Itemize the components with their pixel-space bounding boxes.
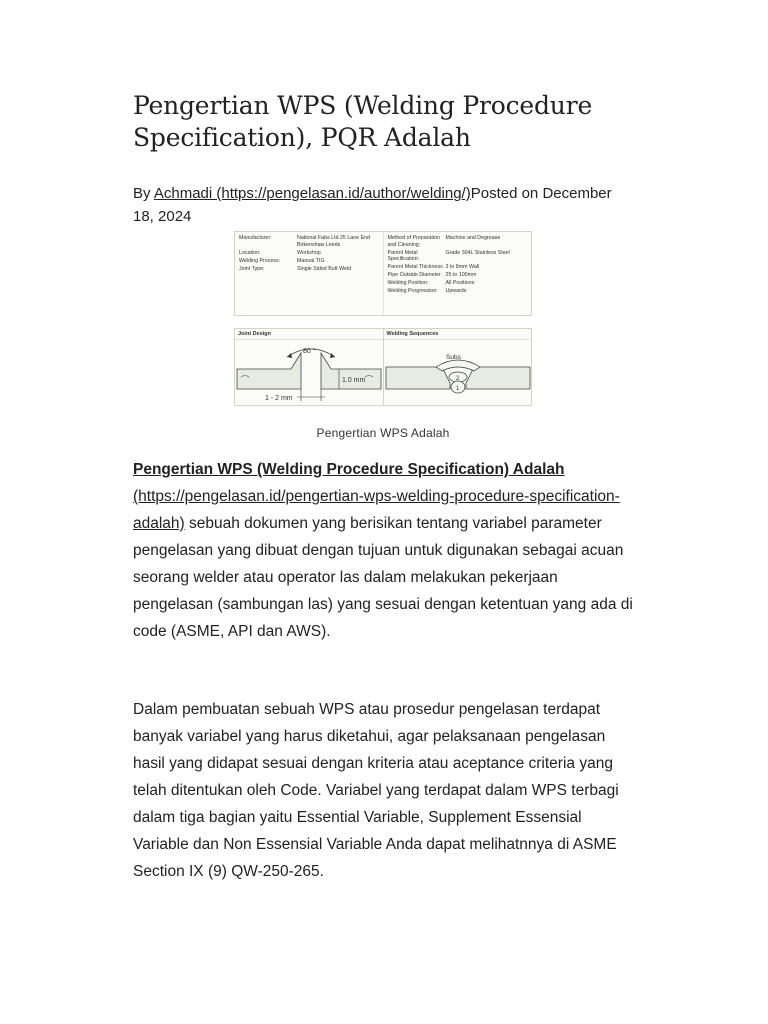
joint-design-panel bbox=[235, 329, 383, 405]
spec-value: 25 to 100mm bbox=[445, 272, 477, 278]
spec-value: National Fabs Ltd 25 Lane End Birkenshaw Leeds bbox=[297, 235, 371, 248]
arc-arrow-left bbox=[287, 353, 292, 358]
spec-key: Parent Metal Thickness bbox=[387, 264, 443, 270]
byline-prefix: By bbox=[133, 185, 154, 202]
article-title: Pengertian WPS (Welding Procedure Specification), PQR Adalah bbox=[133, 91, 593, 152]
spec-value: Upwards bbox=[445, 288, 467, 294]
spec-value: Single Sided Butt Weld bbox=[297, 265, 352, 272]
paragraph-2: Dalam pembuatan sebuah WPS atau prosedur pengelasan terdapat banyak variabel yang harus diketahui, agar pelaksanaan pengelasan hasil yang didapat sesuai dengan kriteria atau aceptance criteria yang telah ditentukan oleh Code. Variabel yang terdapat dalam WPS terbagi dalam tiga bagian yaitu Essential Variable, Supplement Essensial Variable dan Non Essensial Variable Anda dapat melihatnnya di ASME Section IX (9) QW-250-265. bbox=[133, 701, 619, 880]
arc-arrow-right bbox=[330, 353, 335, 358]
welding-sequences-drawing bbox=[384, 339, 532, 405]
pass-one-label: 1 bbox=[455, 386, 459, 392]
spec-key: Joint Type: bbox=[239, 265, 265, 272]
spec-key: Pipe Outside Diameter bbox=[387, 272, 441, 278]
wps-figure bbox=[234, 231, 534, 406]
byline bbox=[133, 182, 633, 228]
byline-date: Posted on December 18, 2024 bbox=[133, 185, 612, 225]
spec-key: Welding Process: bbox=[239, 257, 281, 264]
welding-sequences-panel bbox=[383, 329, 532, 405]
spec-row bbox=[388, 250, 528, 263]
spec-key: Location: bbox=[239, 249, 261, 256]
wps-definition-title: Pengertian WPS (Welding Procedure Specification) Adalah bbox=[133, 461, 565, 478]
author-link[interactable]: Achmadi (https://pengelasan.id/author/welding/) bbox=[153, 185, 471, 202]
subs-label: Subs bbox=[445, 354, 461, 361]
joint-diagram bbox=[234, 328, 532, 406]
spec-row bbox=[388, 264, 528, 271]
welding-sequences-label: Welding Sequences bbox=[384, 329, 532, 340]
gap-label: 1 - 2 mm bbox=[265, 395, 293, 402]
spec-row bbox=[239, 266, 379, 273]
spec-row bbox=[388, 272, 528, 279]
spec-value: Manual TIG bbox=[297, 257, 325, 264]
spec-key: Method of Preparation and Cleaning: bbox=[387, 235, 440, 248]
spec-key: Welding Progression: bbox=[387, 288, 438, 294]
spec-row bbox=[388, 288, 528, 295]
spec-column-left bbox=[235, 232, 383, 315]
thickness-label: 1.0 mm bbox=[342, 377, 366, 384]
spec-row bbox=[388, 280, 528, 287]
paragraph-1-text: sebuah dokumen yang berisikan tentang variabel parameter pengelasan yang dibuat dengan tujuan untuk digunakan sebagai acuan seorang welder atau operator las dalam melakukan pekerjaan pengelasan (sambungan las) yang sesuai dengan ketentuan yang ada di code (ASME, API dan AWS). bbox=[133, 515, 633, 640]
wps-spec-table bbox=[234, 231, 532, 316]
spec-row bbox=[239, 250, 379, 257]
spec-value: 3 to 8mm Wall bbox=[445, 264, 480, 270]
joint-design-drawing bbox=[235, 339, 383, 405]
left-plate bbox=[237, 353, 301, 389]
spec-row bbox=[239, 235, 379, 248]
spec-key: Parent Metal Specification: bbox=[387, 249, 420, 262]
angle-label: 80 ° bbox=[303, 348, 316, 355]
spec-row bbox=[239, 258, 379, 265]
spec-value: Workshop bbox=[297, 249, 321, 256]
spec-value: Grade 304L Stainless Steel bbox=[445, 249, 510, 256]
wps-definition-url: (https://pengelasan.id/pengertian-wps-welding-procedure-specification-adalah) bbox=[133, 488, 620, 532]
pass-two-label: 2 bbox=[455, 376, 459, 382]
spec-key: Welding Position: bbox=[387, 280, 429, 286]
figure-caption: Pengertian WPS Adalah bbox=[316, 426, 450, 440]
paragraph-1 bbox=[133, 456, 633, 645]
spec-column-right bbox=[383, 232, 532, 315]
spec-value: Machine and Degrease bbox=[445, 235, 501, 241]
spec-value: All Positions bbox=[445, 280, 475, 286]
cap-pass bbox=[436, 360, 480, 371]
spec-row bbox=[388, 235, 528, 248]
spec-key: Manufacturer: bbox=[239, 235, 272, 241]
joint-design-label: Joint Design bbox=[235, 329, 383, 340]
